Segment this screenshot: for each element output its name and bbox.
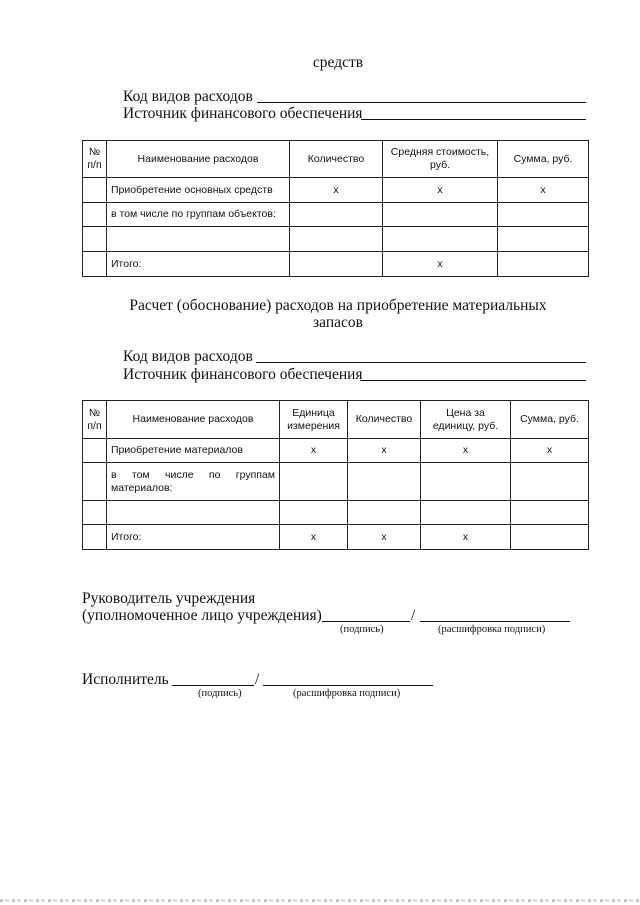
head-signature-caption: (подпись) [340, 624, 384, 635]
table-cell[interactable] [511, 501, 589, 525]
table-cell[interactable] [107, 227, 290, 252]
col-unit-price-header: Цена за единицу, руб. [421, 401, 511, 439]
table-row [83, 203, 589, 227]
section2-code-label: Код видов расходов [123, 348, 253, 365]
table-cell: Итого: [107, 252, 290, 277]
table-cell[interactable] [107, 501, 280, 525]
table-cell: x [421, 525, 511, 550]
table-cell[interactable] [280, 501, 348, 525]
col-name-header: Наименование расходов [107, 141, 290, 178]
executor-signature-caption: (подпись) [198, 688, 242, 699]
table-cell: в том числе по группам материалов: [107, 463, 280, 501]
col-sum-header: Сумма, руб. [511, 401, 589, 439]
section1-code-field[interactable] [257, 102, 586, 103]
table-cell[interactable] [290, 203, 383, 227]
col-unit-header: Единица измерения [280, 401, 348, 439]
table-cell[interactable] [83, 501, 107, 525]
section1-code-label: Код видов расходов [123, 88, 253, 105]
table-cell[interactable] [498, 227, 589, 252]
section2-heading-line1: Расчет (обоснование) расходов на приобретение материальных [129, 297, 547, 314]
col-quantity-header: Количество [290, 141, 383, 178]
table-row [83, 227, 589, 252]
table-row [83, 501, 589, 525]
materials-table [82, 400, 589, 550]
head-signature-field[interactable] [322, 621, 410, 622]
table-total-row [83, 525, 589, 550]
table-cell[interactable] [83, 463, 107, 501]
head-decoding-caption: (расшифровка подписи) [438, 624, 546, 635]
table-cell: x [280, 525, 348, 550]
col-number-header: № п/п [83, 141, 107, 178]
section1-heading-tail: средств [312, 54, 364, 71]
section2-source-label: Источник финансового обеспечения [123, 366, 363, 383]
table-cell: Итого: [107, 525, 280, 550]
table-cell: Приобретение основных средств [107, 178, 290, 203]
col-number-header: № п/п [83, 401, 107, 439]
table-row [83, 439, 589, 463]
col-name-header: Наименование расходов [107, 401, 280, 439]
executor-decoding-caption: (расшифровка подписи) [293, 688, 401, 699]
table-cell[interactable] [348, 463, 421, 501]
table-cell: x [383, 252, 498, 277]
section1-source-field[interactable] [361, 119, 586, 120]
table-cell[interactable] [83, 227, 107, 252]
table-cell[interactable] [348, 501, 421, 525]
section2-source-field[interactable] [360, 380, 586, 381]
table-cell[interactable] [83, 178, 107, 203]
head-title-line2: (уполномоченное лицо учреждения) [82, 607, 322, 624]
scan-artifact-strip [0, 899, 640, 902]
table-cell[interactable] [383, 203, 498, 227]
table-cell[interactable] [290, 252, 383, 277]
table-cell[interactable] [511, 525, 589, 550]
fixed-assets-table [82, 140, 589, 277]
executor-separator: / [255, 671, 260, 688]
table-cell: x [383, 178, 498, 203]
head-title-line1: Руководитель учреждения [82, 590, 256, 607]
table-cell: Приобретение материалов [107, 439, 280, 463]
section2-code-field[interactable] [256, 362, 586, 363]
table-cell[interactable] [421, 463, 511, 501]
table-cell: x [421, 439, 511, 463]
table-cell[interactable] [290, 227, 383, 252]
table-cell[interactable] [83, 203, 107, 227]
table-cell[interactable] [498, 203, 589, 227]
col-sum-header: Сумма, руб. [498, 141, 589, 178]
section2-heading-line2: запасов [313, 314, 363, 331]
executor-decoding-field[interactable] [263, 685, 433, 686]
table-cell[interactable] [511, 463, 589, 501]
col-avg-cost-header: Средняя стоимость, руб. [383, 141, 498, 178]
table-cell: x [498, 178, 589, 203]
table-cell[interactable] [83, 252, 107, 277]
table-cell[interactable] [498, 252, 589, 277]
table-cell[interactable] [383, 227, 498, 252]
col-quantity-header: Количество [348, 401, 421, 439]
table-row [83, 178, 589, 203]
table-cell: x [348, 525, 421, 550]
table-header-row [83, 141, 589, 178]
table-cell[interactable] [83, 439, 107, 463]
table-cell: x [280, 439, 348, 463]
table-total-row [83, 252, 589, 277]
table-cell: x [348, 439, 421, 463]
table-cell[interactable] [421, 501, 511, 525]
table-cell: в том числе по группам объектов: [107, 203, 290, 227]
table-cell[interactable] [280, 463, 348, 501]
table-cell[interactable] [83, 525, 107, 550]
executor-signature-field[interactable] [172, 685, 254, 686]
table-cell: x [511, 439, 589, 463]
table-row [83, 463, 589, 501]
table-cell: x [290, 178, 383, 203]
head-separator: / [411, 607, 416, 624]
executor-label: Исполнитель [82, 671, 169, 688]
head-decoding-field[interactable] [420, 621, 570, 622]
table-header-row [83, 401, 589, 439]
section1-source-label: Источник финансового обеспечения [123, 105, 363, 122]
